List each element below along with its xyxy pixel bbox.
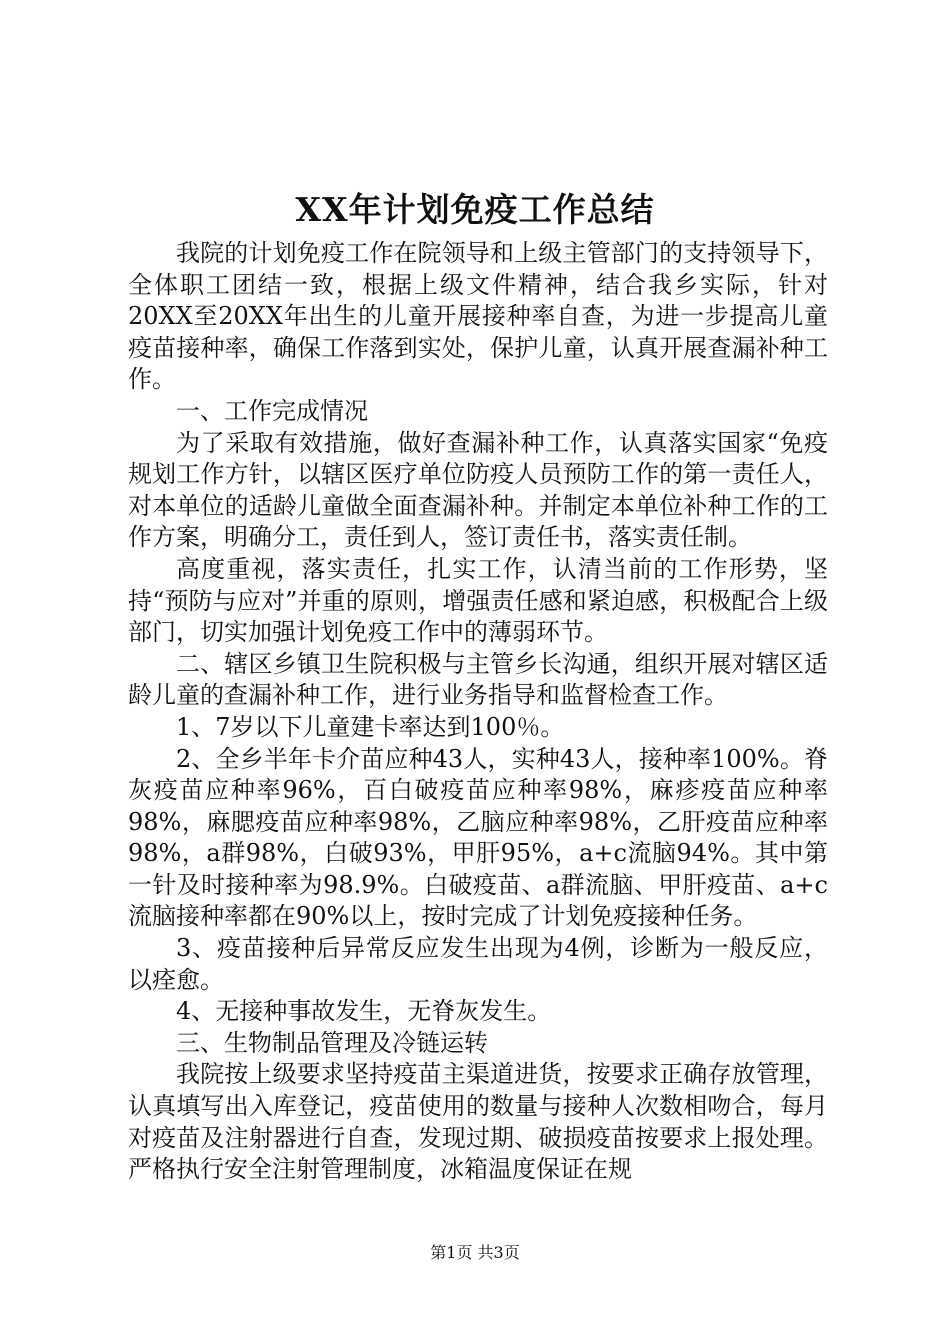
document-body: [128, 238, 828, 1186]
section-heading: 二、辖区乡镇卫生院积极与主管乡长沟通，组织开展对辖区适龄儿童的查漏补种工作，进行业务指导和监督检查工作。: [128, 649, 828, 710]
list-item: 2、全乡半年卡介苗应种43人，实种43人，接种率100%。脊灰疫苗应种率96%，百白破疫苗应种率98%，麻疹疫苗应种率98%，麻腮疫苗应种率98%，乙脑应种率98%，乙肝疫苗应种率98%，a群98%，白破93%，甲肝95%，a+c流脑94%。其中第一针及时接种率为98.9%。白破疫苗、a群流脑、甲肝疫苗、a+c流脑接种率都在90%以上，按时完成了计划免疫接种任务。: [128, 744, 828, 931]
section-heading: 三、生物制品管理及冷链运转: [176, 1028, 488, 1057]
list-item: 4、无接种事故发生，无脊灰发生。: [176, 997, 552, 1026]
paragraph: 为了采取有效措施，做好查漏补种工作，认真落实国家“免疫规划工作方针，以辖区医疗单位防疫人员预防工作的第一责任人，对本单位的适龄儿童做全面查漏补种。并制定本单位补种工作的工作方案，明确分工，责任到人，签订责任书，落实责任制。: [128, 428, 828, 552]
page-footer: 第1页 共3页: [430, 1243, 520, 1262]
list-item: 3、疫苗接种后异常反应发生出现为4例，诊断为一般反应，以痊愈。: [128, 934, 828, 994]
document-title: XX年计划免疫工作总结: [295, 190, 655, 229]
section-heading: 一、工作完成情况: [176, 396, 368, 425]
paragraph: 我院的计划免疫工作在院领导和上级主管部门的支持领导下，全体职工团结一致，根据上级文件精神，结合我乡实际，针对20XX至20XX年出生的儿童开展接种率自查，为进一步提高儿童疫苗接种率，确保工作落到实处，保护儿童，认真开展查漏补种工作。: [128, 239, 828, 394]
paragraph: 我院按上级要求坚持疫苗主渠道进货，按要求正确存放管理，认真填写出入库登记，疫苗使用的数量与接种人次数相吻合，每月对疫苗及注射器进行自查，发现过期、破损疫苗按要求上报处理。严格执行安全注射管理制度，冰箱温度保证在规: [128, 1060, 828, 1184]
list-item: 1、7岁以下儿童建卡率达到100％。: [176, 712, 565, 741]
paragraph: 高度重视，落实责任，扎实工作，认清当前的工作形势，坚持“预防与应对”并重的原则，增强责任感和紧迫感，积极配合上级部门，切实加强计划免疫工作中的薄弱环节。: [128, 554, 828, 647]
